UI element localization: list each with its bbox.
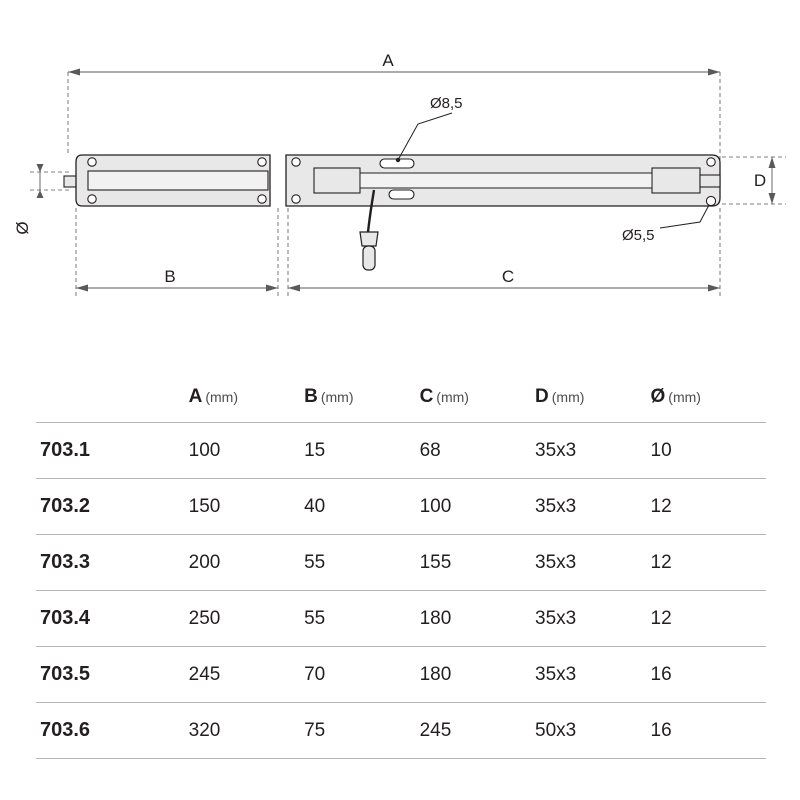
- hole-icon: [707, 158, 715, 166]
- column-header-c: [420, 386, 535, 423]
- cell-code: 703.5: [36, 647, 189, 703]
- cell-a: 320: [189, 703, 304, 759]
- column-header-a-unit: (mm): [205, 389, 239, 405]
- callout-label-5-5: Ø5,5: [622, 227, 655, 244]
- dimension-diameter: [13, 164, 70, 235]
- table-row: [36, 703, 766, 759]
- short-arm-rail: [88, 171, 268, 190]
- cell-c: 180: [420, 647, 535, 703]
- long-arm: [286, 155, 720, 206]
- column-header-diameter: [651, 386, 767, 423]
- callout-label-8-5: Ø8,5: [430, 95, 463, 112]
- table-body: [36, 423, 766, 759]
- slider-block-left: [314, 168, 360, 193]
- cell-code: 703.4: [36, 591, 189, 647]
- cell-d: 35x3: [535, 647, 650, 703]
- dimension-label-d: D: [753, 171, 767, 190]
- cell-b: 55: [304, 535, 419, 591]
- hole-icon: [258, 158, 266, 166]
- column-header-c-label: C: [419, 386, 434, 407]
- hole-icon: [88, 158, 96, 166]
- cell-d: 35x3: [535, 591, 650, 647]
- column-header-b-label: B: [304, 386, 318, 407]
- specification-table: [36, 386, 766, 759]
- table-header: [36, 386, 766, 423]
- column-header-diameter-unit: (mm): [668, 389, 701, 405]
- callout-hole-5-5: [622, 205, 709, 244]
- cell-c: 245: [420, 703, 535, 759]
- table-header-row: [36, 386, 766, 423]
- cell-code: 703.3: [36, 535, 189, 591]
- callout-hole-8-5: [396, 95, 463, 162]
- dimension-b: [76, 208, 278, 298]
- column-header-b-unit: (mm): [320, 389, 354, 405]
- column-header-b: [304, 386, 419, 423]
- cell-diameter: 10: [651, 423, 767, 479]
- technical-drawing: [0, 0, 800, 370]
- table-row: [36, 479, 766, 535]
- hole-icon: [292, 195, 300, 203]
- cell-diameter: 12: [651, 479, 767, 535]
- dimension-label-c: C: [501, 267, 515, 286]
- cell-c: 155: [420, 535, 535, 591]
- dimension-label-b: B: [164, 267, 176, 286]
- cell-b: 75: [304, 703, 419, 759]
- spec-table: [36, 386, 766, 759]
- cell-d: 35x3: [535, 535, 650, 591]
- cell-a: 200: [189, 535, 304, 591]
- table-row: [36, 647, 766, 703]
- table-row: [36, 591, 766, 647]
- right-end-pin: [700, 175, 720, 187]
- hole-5-5-icon: [706, 196, 715, 205]
- pin-head: [360, 232, 378, 246]
- dimension-label-a: A: [382, 51, 394, 70]
- long-arm-rail: [360, 173, 652, 188]
- cell-diameter: 16: [651, 703, 767, 759]
- column-header-diameter-label: Ø: [650, 386, 666, 407]
- cell-c: 68: [420, 423, 535, 479]
- cell-c: 100: [420, 479, 535, 535]
- short-arm: [64, 155, 270, 206]
- column-header-a-label: A: [188, 386, 203, 407]
- cell-b: 40: [304, 479, 419, 535]
- hole-icon: [258, 195, 266, 203]
- hole-icon: [88, 195, 96, 203]
- table-row: [36, 423, 766, 479]
- cell-code: 703.6: [36, 703, 189, 759]
- drawing-svg: [0, 0, 800, 370]
- cell-a: 150: [189, 479, 304, 535]
- dimension-label-diameter: Ø: [13, 221, 32, 235]
- cell-b: 55: [304, 591, 419, 647]
- column-header-d-unit: (mm): [551, 389, 585, 405]
- cell-d: 50x3: [535, 703, 650, 759]
- dimension-d: [722, 157, 786, 204]
- cell-code: 703.2: [36, 479, 189, 535]
- cell-a: 100: [189, 423, 304, 479]
- dimension-c: [288, 208, 720, 298]
- cell-c: 180: [420, 591, 535, 647]
- hole-icon: [292, 158, 300, 166]
- column-header-code: [36, 386, 189, 423]
- column-header-a: [189, 386, 304, 423]
- column-header-d-label: D: [535, 386, 549, 407]
- cell-diameter: 12: [651, 591, 767, 647]
- cell-b: 15: [304, 423, 419, 479]
- cell-diameter: 12: [651, 535, 767, 591]
- cell-a: 245: [189, 647, 304, 703]
- cell-a: 250: [189, 591, 304, 647]
- cell-d: 35x3: [535, 423, 650, 479]
- cell-d: 35x3: [535, 479, 650, 535]
- dimension-a: [68, 51, 720, 160]
- column-header-d: [535, 386, 650, 423]
- slider-block-right: [652, 168, 700, 193]
- cell-diameter: 16: [651, 647, 767, 703]
- cell-b: 70: [304, 647, 419, 703]
- slot-hole-bottom: [389, 190, 414, 199]
- pin-shaft: [363, 246, 375, 270]
- stay-bar-assembly: [64, 155, 720, 270]
- cell-code: 703.1: [36, 423, 189, 479]
- table-row: [36, 535, 766, 591]
- column-header-c-unit: (mm): [436, 389, 469, 405]
